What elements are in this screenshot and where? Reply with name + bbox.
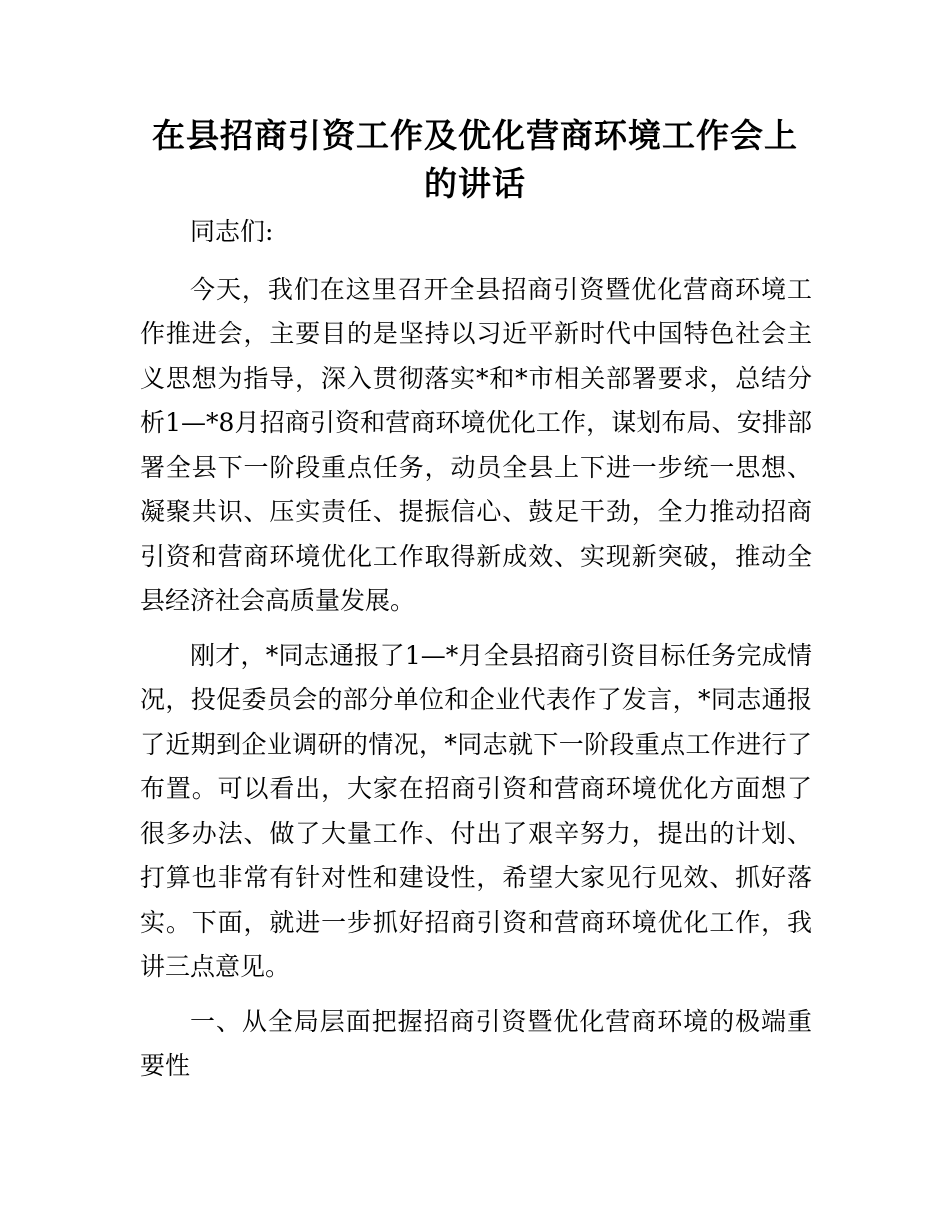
salutation: 同志们: xyxy=(190,217,274,246)
section-heading-1: 一、从全局层面把握招商引资暨优化营商环境的极端重要性 xyxy=(140,1006,812,1080)
paragraph-opening: 今天，我们在这里召开全县招商引资暨优化营商环境工作推进会，主要目的是坚持以习近平新时代中国特色社会主义思想为指导，深入贯彻落实*和*市相关部署要求，总结分析1—*8月招商引资和营商环境优化工作，谋划布局、安排部署全县下一阶段重点任务，动员全县上下进一步统一思想、凝聚共识、压实责任、提振信心、鼓足干劲，全力推动招商引资和营商环境优化工作取得新成效、实现新突破，推动全县经济社会高质量发展。 xyxy=(140,274,812,615)
paragraph-review: 刚才，*同志通报了1—*月全县招商引资目标任务完成情况，投促委员会的部分单位和企业代表作了发言，*同志通报了近期到企业调研的情况，*同志就下一阶段重点工作进行了布置。可以看出，大家在招商引资和营商环境优化方面想了很多办法、做了大量工作、付出了艰辛努力，提出的计划、打算也非常有针对性和建设性，希望大家见行见效、抓好落实。下面，就进一步抓好招商引资和营商环境优化工作，我讲三点意见。 xyxy=(140,640,812,981)
document-body xyxy=(140,210,812,1099)
document-title: 在县招商引资工作及优化营商环境工作会上的讲话 xyxy=(152,116,798,203)
